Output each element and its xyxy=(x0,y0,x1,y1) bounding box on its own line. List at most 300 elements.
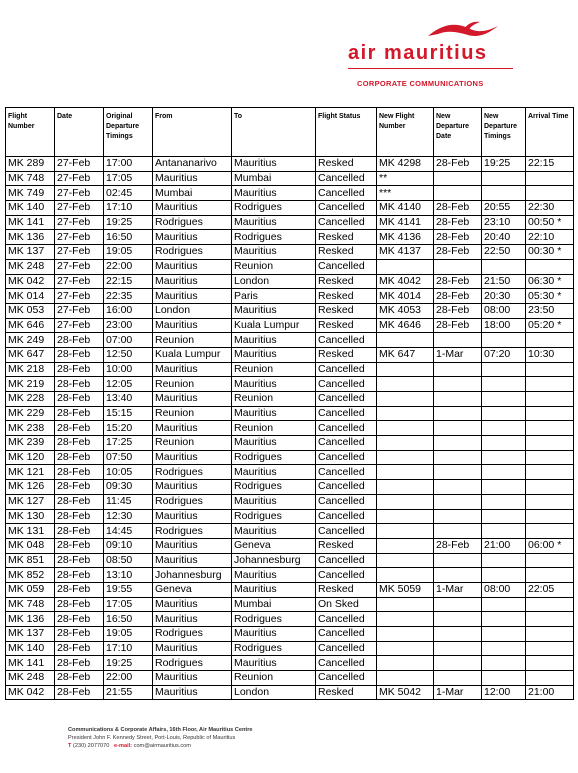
table-row xyxy=(6,392,574,407)
air-mauritius-logo xyxy=(348,18,513,88)
cell-flight-number: MK 140 xyxy=(6,641,55,656)
flight-schedule-table xyxy=(5,107,574,700)
cell-flight-number: MK 141 xyxy=(6,215,55,230)
cell-flight-status: Resked xyxy=(316,157,377,172)
cell-new-flight-number xyxy=(377,553,434,568)
cell-flight-status: Resked xyxy=(316,685,377,700)
header-arrival-time: Arrival Time xyxy=(526,108,574,157)
cell-date: 28-Feb xyxy=(55,553,104,568)
cell-original-departure: 22:00 xyxy=(104,259,153,274)
table-row xyxy=(6,157,574,172)
cell-from: London xyxy=(153,303,232,318)
cell-new-departure-date xyxy=(434,465,482,480)
cell-new-flight-number xyxy=(377,259,434,274)
cell-to: Mauritius xyxy=(232,656,316,671)
cell-to: Mauritius xyxy=(232,377,316,392)
cell-original-departure: 08:50 xyxy=(104,553,153,568)
cell-from: Kuala Lumpur xyxy=(153,347,232,362)
cell-new-flight-number xyxy=(377,656,434,671)
cell-arrival-time: 06:30 * xyxy=(526,274,574,289)
cell-to: Mauritius xyxy=(232,333,316,348)
cell-new-departure-date: 1-Mar xyxy=(434,685,482,700)
cell-original-departure: 16:50 xyxy=(104,230,153,245)
email-address[interactable]: com@airmauritius.com xyxy=(133,743,191,749)
cell-new-departure-date xyxy=(434,421,482,436)
cell-original-departure: 17:00 xyxy=(104,157,153,172)
cell-arrival-time: 10:30 xyxy=(526,347,574,362)
cell-to: Mauritius xyxy=(232,186,316,201)
cell-from: Mauritius xyxy=(153,450,232,465)
cell-new-departure-date: 28-Feb xyxy=(434,157,482,172)
cell-flight-number: MK 136 xyxy=(6,230,55,245)
cell-flight-status: Cancelled xyxy=(316,641,377,656)
table-row xyxy=(6,377,574,392)
cell-new-flight-number: MK 647 xyxy=(377,347,434,362)
cell-date: 28-Feb xyxy=(55,377,104,392)
cell-new-departure-date: 28-Feb xyxy=(434,245,482,260)
cell-from: Mauritius xyxy=(153,230,232,245)
cell-arrival-time: 22:15 xyxy=(526,157,574,172)
cell-flight-number: MK 219 xyxy=(6,377,55,392)
cell-arrival-time xyxy=(526,612,574,627)
cell-to: Rodrigues xyxy=(232,612,316,627)
cell-flight-number: MK 852 xyxy=(6,568,55,583)
cell-to: Reunion xyxy=(232,421,316,436)
cell-date: 28-Feb xyxy=(55,480,104,495)
cell-new-flight-number xyxy=(377,568,434,583)
cell-new-flight-number xyxy=(377,671,434,686)
cell-new-departure-timings xyxy=(482,671,526,686)
cell-new-flight-number xyxy=(377,436,434,451)
table-row xyxy=(6,215,574,230)
cell-original-departure: 17:25 xyxy=(104,436,153,451)
cell-arrival-time xyxy=(526,641,574,656)
cell-new-departure-timings xyxy=(482,524,526,539)
cell-date: 27-Feb xyxy=(55,230,104,245)
cell-new-departure-date xyxy=(434,671,482,686)
footer-org-line: Communications & Corporate Affairs, 16th Floor, Air Mauritius Centre xyxy=(68,727,253,733)
cell-original-departure: 15:15 xyxy=(104,406,153,421)
cell-new-departure-timings xyxy=(482,612,526,627)
table-row xyxy=(6,450,574,465)
cell-flight-status: Cancelled xyxy=(316,568,377,583)
cell-to: Rodrigues xyxy=(232,450,316,465)
cell-date: 28-Feb xyxy=(55,333,104,348)
cell-flight-status: Cancelled xyxy=(316,186,377,201)
cell-arrival-time xyxy=(526,480,574,495)
cell-new-departure-timings xyxy=(482,450,526,465)
cell-flight-number: MK 218 xyxy=(6,362,55,377)
table-row xyxy=(6,289,574,304)
cell-new-departure-date: 28-Feb xyxy=(434,201,482,216)
cell-new-departure-date xyxy=(434,377,482,392)
cell-date: 28-Feb xyxy=(55,421,104,436)
cell-date: 27-Feb xyxy=(55,289,104,304)
cell-arrival-time xyxy=(526,333,574,348)
cell-arrival-time xyxy=(526,377,574,392)
cell-arrival-time xyxy=(526,436,574,451)
cell-date: 28-Feb xyxy=(55,465,104,480)
cell-flight-number: MK 748 xyxy=(6,597,55,612)
cell-new-departure-date xyxy=(434,186,482,201)
cell-from: Mauritius xyxy=(153,289,232,304)
cell-new-departure-date xyxy=(434,597,482,612)
cell-date: 28-Feb xyxy=(55,597,104,612)
cell-flight-number: MK 059 xyxy=(6,582,55,597)
cell-to: Reunion xyxy=(232,671,316,686)
cell-original-departure: 09:30 xyxy=(104,480,153,495)
cell-new-departure-timings xyxy=(482,627,526,642)
header-from: From xyxy=(153,108,232,157)
cell-flight-number: MK 748 xyxy=(6,171,55,186)
cell-original-departure: 22:00 xyxy=(104,671,153,686)
cell-flight-status: Cancelled xyxy=(316,392,377,407)
cell-from: Mauritius xyxy=(153,597,232,612)
cell-flight-status: Cancelled xyxy=(316,377,377,392)
cell-flight-status: Cancelled xyxy=(316,671,377,686)
cell-from: Mauritius xyxy=(153,553,232,568)
cell-new-departure-date: 28-Feb xyxy=(434,538,482,553)
table-row xyxy=(6,318,574,333)
cell-new-flight-number: MK 4137 xyxy=(377,245,434,260)
cell-new-departure-timings xyxy=(482,509,526,524)
cell-from: Johannesburg xyxy=(153,568,232,583)
department-name: CORPORATE COMMUNICATIONS xyxy=(357,79,484,88)
cell-new-departure-date xyxy=(434,480,482,495)
table-row xyxy=(6,524,574,539)
table-row xyxy=(6,230,574,245)
cell-date: 28-Feb xyxy=(55,568,104,583)
cell-date: 28-Feb xyxy=(55,685,104,700)
cell-new-flight-number xyxy=(377,627,434,642)
cell-to: Reunion xyxy=(232,392,316,407)
cell-to: Mauritius xyxy=(232,347,316,362)
cell-new-departure-date: 28-Feb xyxy=(434,215,482,230)
cell-original-departure: 23:00 xyxy=(104,318,153,333)
cell-arrival-time: 05:30 * xyxy=(526,289,574,304)
cell-flight-number: MK 647 xyxy=(6,347,55,362)
cell-original-departure: 19:55 xyxy=(104,582,153,597)
cell-from: Mauritius xyxy=(153,274,232,289)
cell-date: 28-Feb xyxy=(55,671,104,686)
cell-new-flight-number: MK 5042 xyxy=(377,685,434,700)
cell-flight-status: Resked xyxy=(316,289,377,304)
cell-to: Mauritius xyxy=(232,406,316,421)
cell-flight-number: MK 749 xyxy=(6,186,55,201)
cell-arrival-time xyxy=(526,494,574,509)
cell-new-departure-timings xyxy=(482,333,526,348)
cell-to: Reunion xyxy=(232,259,316,274)
cell-date: 28-Feb xyxy=(55,641,104,656)
cell-new-flight-number: MK 5059 xyxy=(377,582,434,597)
cell-original-departure: 19:25 xyxy=(104,656,153,671)
cell-from: Rodrigues xyxy=(153,494,232,509)
cell-original-departure: 19:05 xyxy=(104,627,153,642)
cell-flight-status: Cancelled xyxy=(316,524,377,539)
cell-arrival-time xyxy=(526,568,574,583)
header-flight-number: Flight Number xyxy=(6,108,55,157)
cell-flight-number: MK 229 xyxy=(6,406,55,421)
cell-date: 27-Feb xyxy=(55,318,104,333)
cell-original-departure: 17:10 xyxy=(104,641,153,656)
cell-new-departure-date: 1-Mar xyxy=(434,347,482,362)
cell-new-flight-number: MK 4140 xyxy=(377,201,434,216)
cell-from: Mauritius xyxy=(153,259,232,274)
cell-flight-status: Cancelled xyxy=(316,201,377,216)
cell-new-flight-number xyxy=(377,377,434,392)
cell-arrival-time xyxy=(526,421,574,436)
cell-to: Mauritius xyxy=(232,568,316,583)
cell-date: 27-Feb xyxy=(55,303,104,318)
cell-original-departure: 22:35 xyxy=(104,289,153,304)
cell-date: 28-Feb xyxy=(55,347,104,362)
cell-original-departure: 22:15 xyxy=(104,274,153,289)
header-new-flight-number: New Flight Number xyxy=(377,108,434,157)
cell-arrival-time: 23:50 xyxy=(526,303,574,318)
cell-flight-number: MK 130 xyxy=(6,509,55,524)
cell-new-departure-timings: 20:55 xyxy=(482,201,526,216)
cell-from: Geneva xyxy=(153,582,232,597)
cell-flight-status: Cancelled xyxy=(316,421,377,436)
cell-flight-status: Cancelled xyxy=(316,450,377,465)
cell-new-departure-date: 28-Feb xyxy=(434,274,482,289)
cell-date: 28-Feb xyxy=(55,627,104,642)
cell-to: Mauritius xyxy=(232,465,316,480)
cell-new-flight-number xyxy=(377,641,434,656)
cell-arrival-time xyxy=(526,627,574,642)
table-row xyxy=(6,627,574,642)
phone-label: T xyxy=(68,743,72,749)
cell-from: Mauritius xyxy=(153,480,232,495)
cell-new-departure-date xyxy=(434,494,482,509)
cell-flight-number: MK 238 xyxy=(6,421,55,436)
table-row xyxy=(6,421,574,436)
table-body xyxy=(6,157,574,700)
cell-to: Mauritius xyxy=(232,436,316,451)
cell-flight-status: Resked xyxy=(316,347,377,362)
cell-arrival-time: 06:00 * xyxy=(526,538,574,553)
table-row xyxy=(6,186,574,201)
cell-from: Reunion xyxy=(153,377,232,392)
cell-flight-status: Resked xyxy=(316,538,377,553)
cell-new-departure-timings: 12:00 xyxy=(482,685,526,700)
cell-to: Mumbai xyxy=(232,171,316,186)
cell-from: Rodrigues xyxy=(153,656,232,671)
table-row xyxy=(6,201,574,216)
cell-from: Mauritius xyxy=(153,171,232,186)
cell-date: 27-Feb xyxy=(55,157,104,172)
cell-arrival-time xyxy=(526,406,574,421)
cell-from: Rodrigues xyxy=(153,627,232,642)
cell-original-departure: 16:50 xyxy=(104,612,153,627)
table-row xyxy=(6,436,574,451)
cell-from: Mumbai xyxy=(153,186,232,201)
cell-from: Reunion xyxy=(153,333,232,348)
cell-flight-number: MK 048 xyxy=(6,538,55,553)
cell-original-departure: 12:30 xyxy=(104,509,153,524)
cell-new-departure-date xyxy=(434,436,482,451)
cell-new-departure-timings xyxy=(482,568,526,583)
cell-from: Mauritius xyxy=(153,392,232,407)
cell-flight-number: MK 228 xyxy=(6,392,55,407)
cell-new-departure-timings: 18:00 xyxy=(482,318,526,333)
cell-to: Rodrigues xyxy=(232,509,316,524)
table-row xyxy=(6,274,574,289)
table-row xyxy=(6,245,574,260)
cell-from: Mauritius xyxy=(153,612,232,627)
cell-new-departure-timings: 21:50 xyxy=(482,274,526,289)
cell-new-flight-number: MK 4141 xyxy=(377,215,434,230)
cell-flight-status: Resked xyxy=(316,318,377,333)
cell-from: Reunion xyxy=(153,436,232,451)
cell-new-departure-timings xyxy=(482,186,526,201)
cell-flight-number: MK 136 xyxy=(6,612,55,627)
cell-new-departure-timings xyxy=(482,377,526,392)
cell-original-departure: 10:00 xyxy=(104,362,153,377)
cell-new-flight-number xyxy=(377,612,434,627)
cell-flight-number: MK 646 xyxy=(6,318,55,333)
cell-arrival-time xyxy=(526,259,574,274)
table-row xyxy=(6,671,574,686)
cell-new-departure-date xyxy=(434,568,482,583)
cell-flight-status: Cancelled xyxy=(316,612,377,627)
cell-flight-number: MK 141 xyxy=(6,656,55,671)
cell-to: Mauritius xyxy=(232,245,316,260)
cell-to: Mauritius xyxy=(232,582,316,597)
cell-date: 28-Feb xyxy=(55,436,104,451)
cell-arrival-time xyxy=(526,597,574,612)
cell-new-departure-timings xyxy=(482,421,526,436)
cell-new-departure-date xyxy=(434,627,482,642)
cell-new-departure-timings: 21:00 xyxy=(482,538,526,553)
cell-to: Rodrigues xyxy=(232,480,316,495)
cell-new-flight-number xyxy=(377,538,434,553)
cell-flight-status: Cancelled xyxy=(316,494,377,509)
cell-new-departure-date: 28-Feb xyxy=(434,303,482,318)
header-date: Date xyxy=(55,108,104,157)
cell-to: Rodrigues xyxy=(232,201,316,216)
cell-flight-number: MK 131 xyxy=(6,524,55,539)
cell-original-departure: 21:55 xyxy=(104,685,153,700)
cell-new-departure-date xyxy=(434,509,482,524)
footer-contact-line xyxy=(68,742,253,750)
cell-new-departure-timings xyxy=(482,480,526,495)
cell-new-departure-date: 1-Mar xyxy=(434,582,482,597)
cell-from: Mauritius xyxy=(153,509,232,524)
cell-original-departure: 13:10 xyxy=(104,568,153,583)
cell-date: 27-Feb xyxy=(55,274,104,289)
cell-to: Rodrigues xyxy=(232,230,316,245)
cell-arrival-time xyxy=(526,450,574,465)
cell-new-flight-number: ** xyxy=(377,171,434,186)
cell-arrival-time xyxy=(526,671,574,686)
table-row xyxy=(6,612,574,627)
cell-new-departure-timings xyxy=(482,597,526,612)
cell-original-departure: 14:45 xyxy=(104,524,153,539)
cell-flight-status: Resked xyxy=(316,245,377,260)
cell-new-flight-number: MK 4053 xyxy=(377,303,434,318)
cell-flight-status: Cancelled xyxy=(316,406,377,421)
cell-new-flight-number xyxy=(377,421,434,436)
cell-from: Rodrigues xyxy=(153,524,232,539)
cell-new-flight-number: MK 4646 xyxy=(377,318,434,333)
table-row xyxy=(6,685,574,700)
cell-new-departure-date xyxy=(434,392,482,407)
header-new-departure-date: New Departure Date xyxy=(434,108,482,157)
cell-from: Mauritius xyxy=(153,362,232,377)
cell-arrival-time xyxy=(526,362,574,377)
cell-flight-status: Resked xyxy=(316,230,377,245)
cell-arrival-time: 22:05 xyxy=(526,582,574,597)
cell-new-departure-timings: 08:00 xyxy=(482,303,526,318)
cell-new-flight-number: MK 4136 xyxy=(377,230,434,245)
cell-arrival-time: 21:00 xyxy=(526,685,574,700)
cell-original-departure: 19:05 xyxy=(104,245,153,260)
header-flight-status: Flight Status xyxy=(316,108,377,157)
cell-from: Mauritius xyxy=(153,201,232,216)
cell-to: Mauritius xyxy=(232,215,316,230)
cell-new-flight-number xyxy=(377,333,434,348)
cell-flight-status: Resked xyxy=(316,582,377,597)
table-row xyxy=(6,406,574,421)
cell-new-departure-date: 28-Feb xyxy=(434,289,482,304)
cell-flight-number: MK 248 xyxy=(6,671,55,686)
cell-flight-status: Cancelled xyxy=(316,509,377,524)
cell-new-flight-number xyxy=(377,450,434,465)
cell-new-departure-timings: 07:20 xyxy=(482,347,526,362)
cell-date: 27-Feb xyxy=(55,259,104,274)
cell-new-flight-number xyxy=(377,494,434,509)
table-row xyxy=(6,465,574,480)
cell-new-departure-timings: 20:40 xyxy=(482,230,526,245)
cell-to: Geneva xyxy=(232,538,316,553)
cell-date: 28-Feb xyxy=(55,524,104,539)
table-row xyxy=(6,509,574,524)
cell-new-flight-number xyxy=(377,597,434,612)
header-original-departure: Original Departure Timings xyxy=(104,108,153,157)
cell-original-departure: 15:20 xyxy=(104,421,153,436)
cell-flight-number: MK 140 xyxy=(6,201,55,216)
cell-to: Kuala Lumpur xyxy=(232,318,316,333)
cell-flight-number: MK 053 xyxy=(6,303,55,318)
cell-flight-status: Cancelled xyxy=(316,436,377,451)
email-label: e-mail: xyxy=(114,743,133,749)
cell-arrival-time: 22:10 xyxy=(526,230,574,245)
table-row xyxy=(6,656,574,671)
table-row xyxy=(6,480,574,495)
cell-new-departure-date xyxy=(434,259,482,274)
cell-original-departure: 17:05 xyxy=(104,597,153,612)
cell-flight-number: MK 248 xyxy=(6,259,55,274)
cell-flight-status: Resked xyxy=(316,274,377,289)
cell-from: Mauritius xyxy=(153,538,232,553)
cell-flight-status: Resked xyxy=(316,303,377,318)
cell-new-departure-date xyxy=(434,333,482,348)
cell-from: Mauritius xyxy=(153,641,232,656)
cell-to: London xyxy=(232,274,316,289)
paille-en-queue-bird-icon xyxy=(426,20,500,42)
cell-new-departure-timings xyxy=(482,494,526,509)
cell-arrival-time xyxy=(526,465,574,480)
cell-flight-number: MK 127 xyxy=(6,494,55,509)
cell-date: 28-Feb xyxy=(55,494,104,509)
cell-flight-status: Cancelled xyxy=(316,362,377,377)
cell-new-departure-date xyxy=(434,656,482,671)
cell-date: 27-Feb xyxy=(55,186,104,201)
cell-original-departure: 09:10 xyxy=(104,538,153,553)
cell-to: Mauritius xyxy=(232,627,316,642)
cell-flight-status: Cancelled xyxy=(316,553,377,568)
